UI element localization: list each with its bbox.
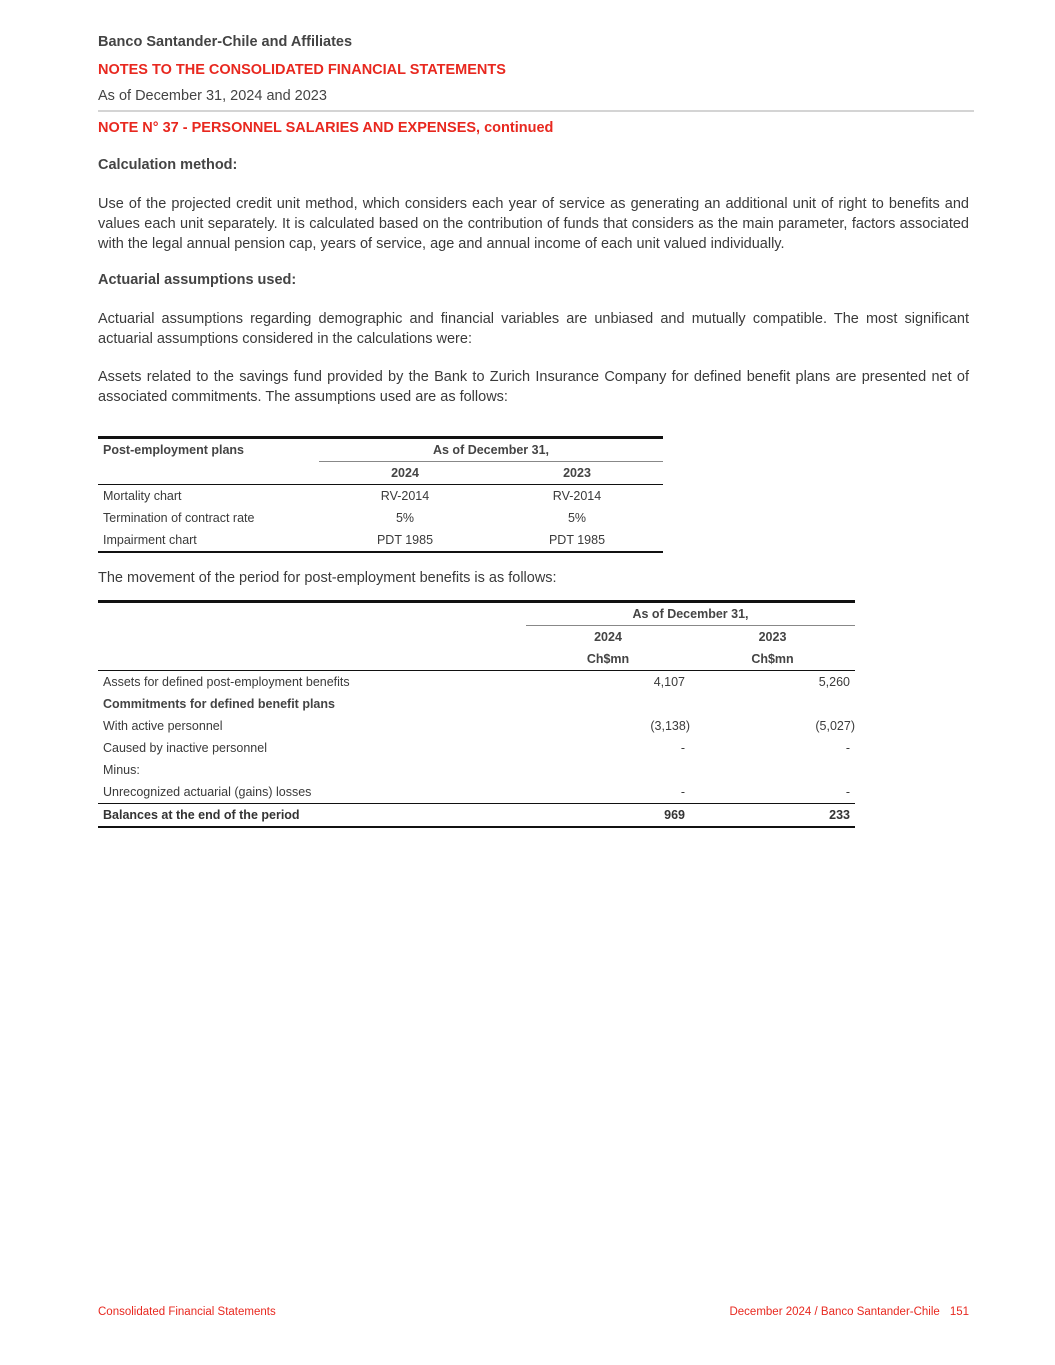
year-2023-header: 2023 xyxy=(491,462,663,485)
table-row xyxy=(98,715,855,737)
table-header-row xyxy=(98,438,663,462)
row-label: Commitments for defined benefit plans xyxy=(103,697,335,711)
table-row xyxy=(98,529,663,552)
table-row xyxy=(98,737,855,759)
row-label: Mortality chart xyxy=(103,489,182,503)
row-label: Unrecognized actuarial (gains) losses xyxy=(103,785,312,799)
value-2024: (3,138) xyxy=(650,719,690,733)
column-label: Post-employment plans xyxy=(103,443,244,458)
value-2023: (5,027) xyxy=(815,719,855,733)
movement-table xyxy=(98,600,855,828)
value-2023: PDT 1985 xyxy=(548,533,606,547)
unit-header-row xyxy=(98,648,855,671)
header-divider xyxy=(98,110,974,112)
actuarial-assumptions-heading: Actuarial assumptions used: xyxy=(98,272,297,288)
table-row xyxy=(98,759,855,781)
value-2024: - xyxy=(680,785,685,799)
value-2024: 4,107 xyxy=(653,675,685,689)
row-label: Termination of contract rate xyxy=(103,511,255,525)
row-label: Caused by inactive personnel xyxy=(103,741,267,755)
value-2023 xyxy=(690,759,855,781)
unit-2024: Ch$mn xyxy=(526,648,690,671)
company-name: Banco Santander-Chile and Affiliates xyxy=(98,34,353,50)
actuarial-assumptions-text: Actuarial assumptions regarding demographic and financial variables are unbiased and mutually compatible. The most significant actuarial assumptions considered in the calculations were: xyxy=(98,311,969,347)
assets-text: Assets related to the savings fund provided by the Bank to Zurich Insurance Company for defined benefit plans are presented net of associated commitments. The assumptions used are as follows: xyxy=(98,369,969,405)
table-header-row xyxy=(98,602,855,626)
group-header: As of December 31, xyxy=(632,607,749,621)
year-header-row xyxy=(98,626,855,649)
table-row xyxy=(98,507,663,529)
value-2024: 5% xyxy=(395,511,415,525)
footer-left: Consolidated Financial Statements xyxy=(98,1306,276,1318)
footer-publication: December 2024 / Banco Santander-Chile xyxy=(729,1306,940,1318)
total-2024: 969 xyxy=(526,804,690,828)
row-label: Minus: xyxy=(103,763,140,777)
year-header-row xyxy=(98,462,663,485)
year-2023-header: 2023 xyxy=(690,626,855,649)
group-header: As of December 31, xyxy=(432,443,550,457)
table-row xyxy=(98,671,855,694)
notes-title: NOTES TO THE CONSOLIDATED FINANCIAL STATEMENTS xyxy=(98,62,506,78)
row-label: With active personnel xyxy=(103,719,223,733)
value-2024: - xyxy=(680,741,685,755)
value-2023: 5,260 xyxy=(818,675,850,689)
value-2024: PDT 1985 xyxy=(376,533,434,547)
table-row xyxy=(98,693,855,715)
value-2023: - xyxy=(845,741,850,755)
value-2023: 5% xyxy=(567,511,587,525)
movement-intro-text: The movement of the period for post-employment benefits is as follows: xyxy=(98,570,557,586)
value-2023: - xyxy=(845,785,850,799)
value-2024 xyxy=(526,759,690,781)
note-title: NOTE N° 37 - PERSONNEL SALARIES AND EXPENSES, continued xyxy=(98,120,554,136)
total-label: Balances at the end of the period xyxy=(98,804,526,828)
total-2023: 233 xyxy=(690,804,855,828)
report-date: As of December 31, 2024 and 2023 xyxy=(98,88,327,104)
assumptions-table xyxy=(98,436,663,553)
value-2024 xyxy=(526,693,690,715)
value-2024: RV-2014 xyxy=(380,489,430,503)
unit-2023: Ch$mn xyxy=(690,648,855,671)
year-2024-header: 2024 xyxy=(526,626,690,649)
table-row xyxy=(98,781,855,804)
page-number: 151 xyxy=(949,1306,969,1318)
value-2023 xyxy=(690,693,855,715)
value-2023: RV-2014 xyxy=(552,489,602,503)
row-label: Assets for defined post-employment benefits xyxy=(103,675,350,689)
total-row xyxy=(98,804,855,828)
calculation-method-heading: Calculation method: xyxy=(98,157,238,173)
footer-right xyxy=(729,1306,969,1318)
calculation-method-text: Use of the projected credit unit method, which considers each year of service as generating an additional unit of right to benefits and values each unit separately. It is calculated based on the contribution of funds that considers as the main parameter, factors associated with the legal annual pension cap, years of service, age and annual income of each unit valued individually. xyxy=(98,196,969,252)
table-row xyxy=(98,485,663,508)
year-2024-header: 2024 xyxy=(319,462,491,485)
row-label: Impairment chart xyxy=(103,533,197,547)
